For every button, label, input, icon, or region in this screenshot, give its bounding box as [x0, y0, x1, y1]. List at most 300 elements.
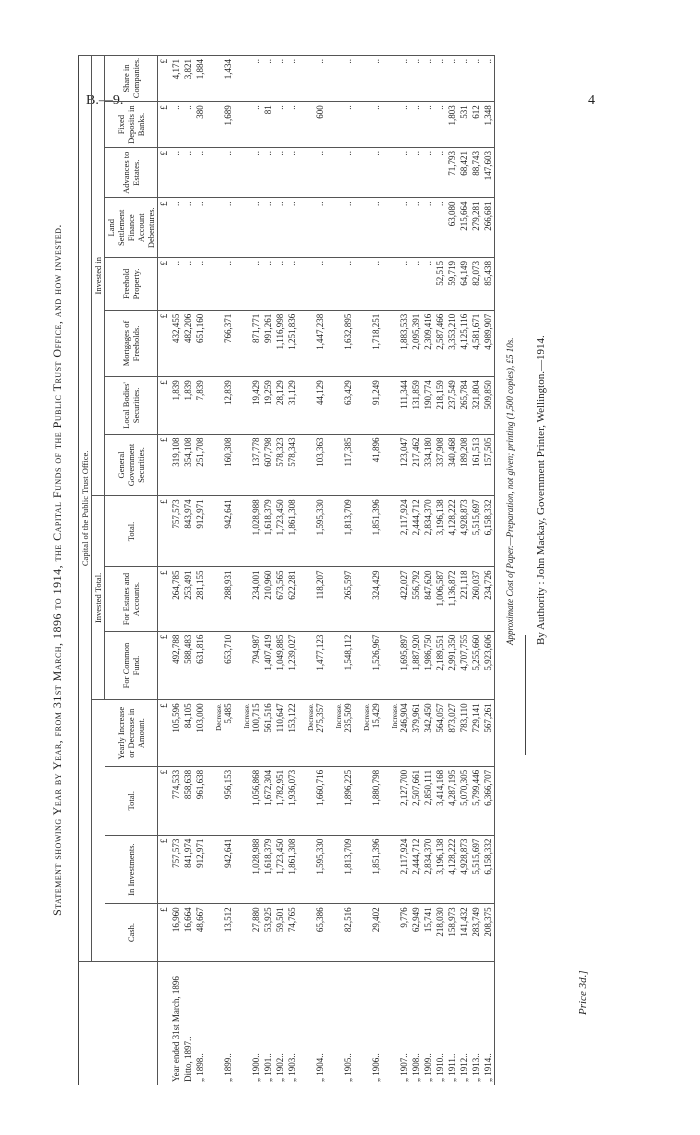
cash-cell: 65,386: [306, 904, 326, 961]
unit-cell: £: [158, 148, 171, 198]
invested-total-header: Total.: [105, 496, 158, 567]
gov-securities-cell: 117,385: [334, 434, 354, 496]
investments-cell: 5,515,697: [470, 835, 482, 904]
land-settlement-header: Land Settlement Finance Account Debentures.: [105, 198, 158, 258]
spacer-cell: [298, 56, 306, 102]
spacer-cell: [354, 148, 362, 198]
cash-cell: 74,765: [286, 904, 298, 961]
land-settlement-cell: 266,681: [482, 198, 495, 258]
advances-cell: ..: [214, 148, 234, 198]
spacer-cell: [234, 198, 242, 258]
spacer-cell: [206, 258, 214, 311]
fixed-deposits-header: Fixed Deposits in Banks.: [105, 102, 158, 148]
yearly-change-cell: 561,516: [262, 700, 274, 766]
yearly-change-cell: 564,057: [434, 700, 446, 766]
fixed-deposits-cell: ..: [242, 102, 262, 148]
investments-cell: 912,971: [194, 835, 206, 904]
table-row: [470, 56, 482, 1086]
invested-total-cell: 1,618,379: [262, 496, 274, 567]
mortgages-cell: 651,160: [194, 310, 206, 376]
total-cell: 1,880,798: [362, 766, 382, 835]
invested-total-cell: 912,971: [194, 496, 206, 567]
spacer-cell: [382, 904, 390, 961]
advances-cell: ..: [274, 148, 286, 198]
year-cell: Year ended 31st March, 1896: [170, 961, 182, 1085]
freehold-cell: ..: [242, 258, 262, 311]
cash-header: Cash.: [105, 904, 158, 961]
yearly-change-cell: 379,961: [410, 700, 422, 766]
yearly-change-value: 15,429: [371, 703, 381, 729]
common-fund-cell: 5,923,606: [482, 631, 495, 700]
spacer-cell: [354, 766, 362, 835]
estates-cell: 260,037: [470, 567, 482, 631]
common-fund-cell: 1,239,027: [286, 631, 298, 700]
spacer-cell: [326, 700, 334, 766]
local-bodies-cell: 1,839: [170, 377, 182, 434]
spacer-cell: [382, 835, 390, 904]
gov-securities-cell: 161,513: [470, 434, 482, 496]
spacer-cell: [354, 835, 362, 904]
advances-cell: ..: [182, 148, 194, 198]
invested-total-cell: 1,595,330: [306, 496, 326, 567]
spacer-cell: [298, 258, 306, 311]
unit-cell: £: [158, 700, 171, 766]
freehold-cell: ..: [214, 258, 234, 311]
fixed-deposits-cell: ..: [390, 102, 410, 148]
spacer-cell: [382, 631, 390, 700]
land-settlement-cell: ..: [274, 198, 286, 258]
fixed-deposits-cell: 531: [458, 102, 470, 148]
yearly-change-cell: 873,027: [446, 700, 458, 766]
year-cell: „ 1910..: [434, 961, 446, 1085]
fixed-deposits-cell: ..: [334, 102, 354, 148]
local-bodies-header: Local Bodies' Securities.: [105, 377, 158, 434]
land-settlement-cell: ..: [262, 198, 274, 258]
investments-cell: 4,928,873: [458, 835, 470, 904]
shares-cell: ..: [482, 56, 495, 102]
yearly-change-cell: 84,105: [182, 700, 194, 766]
capital-funds-table: [78, 55, 495, 1085]
unit-cell: £: [158, 904, 171, 961]
local-bodies-cell: 7,839: [194, 377, 206, 434]
land-settlement-cell: ..: [182, 198, 194, 258]
spacer-cell: [382, 434, 390, 496]
gov-securities-cell: 251,708: [194, 434, 206, 496]
spacer-cell: [354, 310, 362, 376]
spacer-cell: [234, 102, 242, 148]
spacer-row: [206, 56, 214, 1086]
spacer-cell: [354, 102, 362, 148]
spacer-cell: [206, 377, 214, 434]
spacer-cell: [326, 434, 334, 496]
estates-cell: 422,027: [390, 567, 410, 631]
shares-cell: ..: [390, 56, 410, 102]
estates-cell: 253,491: [182, 567, 194, 631]
spacer-cell: [354, 631, 362, 700]
advances-cell: 88,743: [470, 148, 482, 198]
spacer-cell: [234, 148, 242, 198]
local-bodies-cell: 111,344: [390, 377, 410, 434]
table-row: [194, 56, 206, 1086]
local-bodies-cell: 321,804: [470, 377, 482, 434]
yearly-change-cell: 342,450: [422, 700, 434, 766]
shares-cell: 4,171: [170, 56, 182, 102]
local-bodies-cell: 190,774: [422, 377, 434, 434]
estates-cell: 1,006,587: [434, 567, 446, 631]
advances-cell: ..: [170, 148, 182, 198]
land-settlement-cell: 63,080: [446, 198, 458, 258]
unit-cell: £: [158, 631, 171, 700]
local-bodies-cell: 31,129: [286, 377, 298, 434]
statement-title: Statement showing Year by Year, from 31st March, 1896 to 1914, the Capital Funds of the Public Trust Office, and how invested.: [50, 224, 64, 916]
spacer-row: [354, 56, 362, 1086]
spacer-cell: [298, 102, 306, 148]
total-cell: 961,638: [194, 766, 206, 835]
spacer-cell: [234, 961, 242, 1085]
footer: [505, 55, 645, 1085]
advances-cell: ..: [286, 148, 298, 198]
mortgages-cell: 482,206: [182, 310, 194, 376]
unit-cell: £: [158, 198, 171, 258]
cash-cell: 16,664: [182, 904, 194, 961]
land-settlement-cell: ..: [170, 198, 182, 258]
spacer-cell: [234, 434, 242, 496]
cash-cell: 13,512: [214, 904, 234, 961]
advances-cell: ..: [422, 148, 434, 198]
mortgages-cell: 2,309,416: [422, 310, 434, 376]
spacer-cell: [382, 961, 390, 1085]
land-settlement-cell: ..: [194, 198, 206, 258]
spacer-cell: [298, 148, 306, 198]
investments-cell: 2,834,370: [422, 835, 434, 904]
common-fund-cell: 1,887,920: [410, 631, 422, 700]
gov-securities-cell: 334,180: [422, 434, 434, 496]
in-investments-header: In Investments.: [105, 835, 158, 904]
spacer-cell: [326, 496, 334, 567]
mortgages-cell: 432,455: [170, 310, 182, 376]
table-row: [446, 56, 458, 1086]
yearly-change-value: 5,485: [223, 703, 233, 724]
spacer-cell: [354, 434, 362, 496]
unit-cell: £: [158, 310, 171, 376]
printer-authority: By Authority : John Mackay, Government Printer, Wellington.—1914.: [535, 335, 547, 645]
yearly-change-header: Yearly Increase or Decrease in Amount.: [105, 700, 158, 766]
mortgages-cell: 4,581,671: [470, 310, 482, 376]
invested-in-group-header: Invested in: [92, 56, 105, 496]
land-settlement-cell: ..: [362, 198, 382, 258]
year-cell: „ 1905..: [334, 961, 354, 1085]
shares-cell: ..: [306, 56, 326, 102]
shares-header: Share in Companies.: [105, 56, 158, 102]
local-bodies-cell: 218,159: [434, 377, 446, 434]
local-bodies-cell: 63,429: [334, 377, 354, 434]
shares-cell: ..: [458, 56, 470, 102]
spacer-cell: [298, 766, 306, 835]
local-bodies-cell: 1,839: [182, 377, 194, 434]
year-cell: „ 1914..: [482, 961, 495, 1085]
common-fund-cell: 1,526,967: [362, 631, 382, 700]
spacer-cell: [382, 567, 390, 631]
freehold-cell: 52,515: [434, 258, 446, 311]
yearly-change-cell: [390, 700, 410, 766]
invested-total-cell: 843,974: [182, 496, 194, 567]
footer-rule: [525, 635, 526, 755]
shares-cell: ..: [470, 56, 482, 102]
invested-total-cell: 3,196,138: [434, 496, 446, 567]
advances-cell: ..: [306, 148, 326, 198]
mortgages-cell: 3,353,210: [446, 310, 458, 376]
gov-securities-cell: 157,505: [482, 434, 495, 496]
fixed-deposits-cell: 612: [470, 102, 482, 148]
fixed-deposits-cell: ..: [170, 102, 182, 148]
cash-cell: 62,949: [410, 904, 422, 961]
mortgages-cell: 871,771: [242, 310, 262, 376]
land-settlement-cell: ..: [286, 198, 298, 258]
spacer-cell: [206, 198, 214, 258]
spacer-cell: [206, 102, 214, 148]
table-row: [274, 56, 286, 1086]
shares-cell: ..: [422, 56, 434, 102]
unit-cell: £: [158, 102, 171, 148]
spacer-cell: [206, 904, 214, 961]
common-fund-cell: 1,695,897: [390, 631, 410, 700]
advances-cell: ..: [194, 148, 206, 198]
spacer-cell: [298, 198, 306, 258]
estates-cell: 221,118: [458, 567, 470, 631]
spacer-cell: [326, 56, 334, 102]
unit-row: [158, 56, 171, 1086]
invested-total-cell: 6,158,332: [482, 496, 495, 567]
common-fund-cell: 1,407,419: [262, 631, 274, 700]
gov-securities-cell: 160,308: [214, 434, 234, 496]
common-fund-cell: 4,707,755: [458, 631, 470, 700]
advances-cell: ..: [262, 148, 274, 198]
mortgages-cell: 4,989,907: [482, 310, 495, 376]
spacer-cell: [234, 835, 242, 904]
cash-cell: 208,375: [482, 904, 495, 961]
estates-cell: 673,565: [274, 567, 286, 631]
table-body: [158, 56, 495, 1086]
total-cell: 858,638: [182, 766, 194, 835]
spacer-cell: [206, 961, 214, 1085]
spacer-cell: [382, 148, 390, 198]
spacer-cell: [298, 377, 306, 434]
investments-cell: 1,723,450: [274, 835, 286, 904]
spacer-row: [298, 56, 306, 1086]
spacer-cell: [298, 631, 306, 700]
advances-cell: 68,421: [458, 148, 470, 198]
estates-cell: 234,001: [242, 567, 262, 631]
investments-cell: 6,158,332: [482, 835, 495, 904]
investments-cell: 1,028,988: [242, 835, 262, 904]
change-direction-label: Decrease.: [307, 703, 315, 731]
spacer-cell: [354, 904, 362, 961]
total-cell: 1,936,073: [286, 766, 298, 835]
table-row: [410, 56, 422, 1086]
investments-cell: 1,813,709: [334, 835, 354, 904]
advances-cell: ..: [434, 148, 446, 198]
freehold-cell: ..: [390, 258, 410, 311]
total-header: Total.: [105, 766, 158, 835]
estates-cell: 1,136,872: [446, 567, 458, 631]
freehold-cell: ..: [182, 258, 194, 311]
spacer-cell: [206, 631, 214, 700]
investments-cell: 942,641: [214, 835, 234, 904]
table-row: [334, 56, 354, 1086]
spacer-cell: [354, 198, 362, 258]
mortgages-cell: 1,251,836: [286, 310, 298, 376]
common-fund-cell: 2,991,350: [446, 631, 458, 700]
freehold-cell: ..: [410, 258, 422, 311]
invested-total-cell: 1,851,396: [362, 496, 382, 567]
fixed-deposits-cell: 1,689: [214, 102, 234, 148]
table-row: [458, 56, 470, 1086]
shares-cell: ..: [286, 56, 298, 102]
fixed-deposits-cell: 81: [262, 102, 274, 148]
estates-accounts-header: For Estates and Accounts.: [105, 567, 158, 631]
unit-cell: £: [158, 766, 171, 835]
common-fund-cell: 1,049,885: [274, 631, 286, 700]
yearly-change-cell: 783,110: [458, 700, 470, 766]
spacer-cell: [354, 700, 362, 766]
table-row: [390, 56, 410, 1086]
cash-cell: 9,776: [390, 904, 410, 961]
cash-cell: 53,925: [262, 904, 274, 961]
table-row: [286, 56, 298, 1086]
year-cell: „ 1900..: [242, 961, 262, 1085]
table-row: [262, 56, 274, 1086]
land-settlement-cell: ..: [434, 198, 446, 258]
spacer-cell: [326, 961, 334, 1085]
cost-note: Approximate Cost of Paper.—Preparation, not given; printing (1,500 copies), £5 10s.: [505, 337, 515, 645]
common-fund-cell: 2,189,551: [434, 631, 446, 700]
table-row: [182, 56, 194, 1086]
spacer-cell: [382, 377, 390, 434]
total-cell: 4,287,195: [446, 766, 458, 835]
spacer-row: [382, 56, 390, 1086]
total-cell: 774,533: [170, 766, 182, 835]
freehold-cell: 85,438: [482, 258, 495, 311]
freehold-cell: ..: [194, 258, 206, 311]
spacer-cell: [234, 496, 242, 567]
spacer-cell: [382, 258, 390, 311]
table-row: [434, 56, 446, 1086]
year-cell: „ 1899..: [214, 961, 234, 1085]
freehold-cell: ..: [422, 258, 434, 311]
freehold-cell: 59,719: [446, 258, 458, 311]
spacer-cell: [298, 310, 306, 376]
year-cell: „ 1911..: [446, 961, 458, 1085]
year-cell: „ 1902..: [274, 961, 286, 1085]
advances-cell: 71,793: [446, 148, 458, 198]
local-bodies-cell: 28,129: [274, 377, 286, 434]
spacer-cell: [298, 904, 306, 961]
spacer-cell: [354, 961, 362, 1085]
land-settlement-cell: ..: [410, 198, 422, 258]
local-bodies-cell: 19,259: [262, 377, 274, 434]
common-fund-cell: 1,986,750: [422, 631, 434, 700]
year-cell: „ 1913..: [470, 961, 482, 1085]
yearly-change-cell: 110,647: [274, 700, 286, 766]
fixed-deposits-cell: ..: [410, 102, 422, 148]
unit-cell: £: [158, 567, 171, 631]
freehold-cell: ..: [306, 258, 326, 311]
total-cell: 3,414,168: [434, 766, 446, 835]
spacer-cell: [298, 434, 306, 496]
spacer-row: [326, 56, 334, 1086]
spacer-cell: [298, 835, 306, 904]
fixed-deposits-cell: 380: [194, 102, 206, 148]
invested-total-cell: 1,723,450: [274, 496, 286, 567]
mortgages-cell: 1,632,895: [334, 310, 354, 376]
fixed-deposits-cell: ..: [434, 102, 446, 148]
blank-group-header: [92, 700, 105, 961]
fixed-deposits-cell: 1,348: [482, 102, 495, 148]
spacer-cell: [382, 102, 390, 148]
freehold-cell: ..: [362, 258, 382, 311]
spacer-cell: [206, 567, 214, 631]
yearly-change-cell: 567,261: [482, 700, 495, 766]
mortgages-cell: 2,587,466: [434, 310, 446, 376]
spacer-cell: [206, 496, 214, 567]
table-row: [306, 56, 326, 1086]
cash-cell: 283,749: [470, 904, 482, 961]
common-fund-cell: 631,816: [194, 631, 206, 700]
estates-cell: 847,620: [422, 567, 434, 631]
spacer-cell: [326, 198, 334, 258]
investments-cell: 841,974: [182, 835, 194, 904]
yearly-change-value: 275,357: [315, 703, 325, 733]
unit-cell: £: [158, 377, 171, 434]
freehold-cell: ..: [262, 258, 274, 311]
advances-cell: ..: [334, 148, 354, 198]
estates-cell: 622,281: [286, 567, 298, 631]
common-fund-header: For Common Fund.: [105, 631, 158, 700]
local-bodies-cell: 12,839: [214, 377, 234, 434]
freehold-cell: 82,073: [470, 258, 482, 311]
yearly-change-value: 100,715: [251, 703, 261, 733]
year-cell: „ 1906..: [362, 961, 382, 1085]
total-cell: 6,366,707: [482, 766, 495, 835]
spacer-cell: [234, 377, 242, 434]
fixed-deposits-cell: ..: [182, 102, 194, 148]
spacer-cell: [298, 961, 306, 1085]
gov-securities-cell: 41,896: [362, 434, 382, 496]
change-direction-label: Increase.: [335, 703, 343, 729]
advances-cell: ..: [242, 148, 262, 198]
shares-cell: ..: [446, 56, 458, 102]
fixed-deposits-cell: ..: [286, 102, 298, 148]
shares-cell: ..: [410, 56, 422, 102]
total-cell: 2,127,700: [390, 766, 410, 835]
gov-securities-cell: 337,908: [434, 434, 446, 496]
invested-total-cell: 4,928,873: [458, 496, 470, 567]
year-cell: „ 1909..: [422, 961, 434, 1085]
shares-cell: ..: [434, 56, 446, 102]
local-bodies-cell: 265,784: [458, 377, 470, 434]
spacer-cell: [206, 56, 214, 102]
spacer-cell: [234, 258, 242, 311]
yearly-change-value: 246,904: [399, 703, 409, 733]
land-settlement-cell: ..: [242, 198, 262, 258]
freehold-cell: ..: [274, 258, 286, 311]
invested-total-cell: 1,028,988: [242, 496, 262, 567]
shares-cell: ..: [274, 56, 286, 102]
cash-cell: 82,516: [334, 904, 354, 961]
investments-cell: 1,861,308: [286, 835, 298, 904]
year-cell: „ 1901..: [262, 961, 274, 1085]
spacer-cell: [382, 496, 390, 567]
